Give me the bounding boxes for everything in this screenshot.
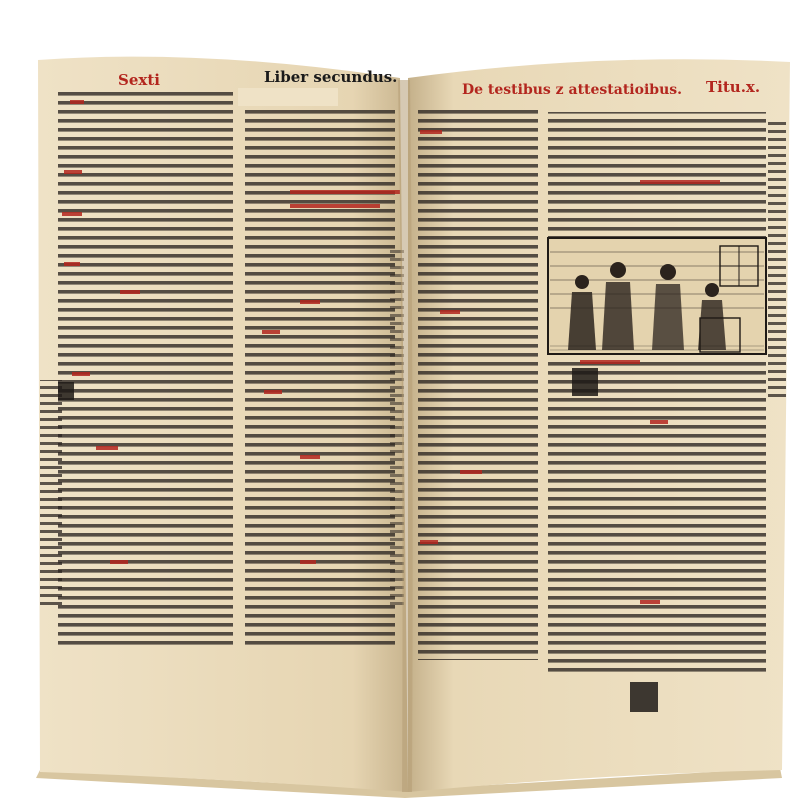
left-margin-gloss <box>40 380 62 610</box>
left-column-2-text <box>245 108 395 648</box>
right-column-2-text <box>548 112 766 242</box>
left-running-head-sexti: Sexti <box>118 71 160 89</box>
initial-letter-left <box>58 382 74 400</box>
initial-letter-right-2 <box>630 682 658 712</box>
right-outer-gloss <box>768 120 786 400</box>
initial-letter-right-1 <box>572 368 598 396</box>
woodcut-illustration <box>548 238 766 354</box>
right-column-2-lower-text <box>548 362 766 672</box>
right-column-1-text <box>418 110 538 660</box>
right-running-head-title: De testibus z attestatioibus. <box>462 82 683 98</box>
left-column-1-text <box>58 88 233 648</box>
right-running-head-titu: Titu.x. <box>706 78 761 96</box>
left-running-head-liber: Liber secundus. <box>264 68 398 86</box>
